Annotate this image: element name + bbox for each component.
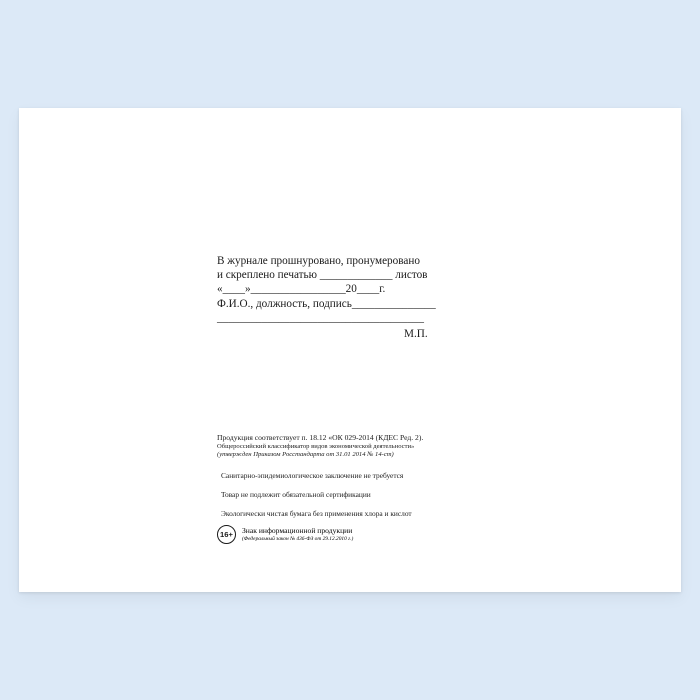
certification-block — [217, 254, 517, 325]
legal-line-2: Общероссийский классификатор видов экономической деятельности» — [217, 442, 415, 450]
age-mark-subtitle: (Федеральный закон № 436-ФЗ от 29.12.2010 г.) — [242, 535, 354, 542]
cert-line-1: В журнале прошнуровано, пронумеровано — [217, 255, 420, 267]
legal-line-1: Продукция соответствует п. 18.12 «ОК 029-2014 (КДЕС Ред. 2). — [217, 433, 424, 442]
cert-line-3: «____»_________________20____г. — [217, 283, 386, 296]
age-mark-title: Знак информационной продукции — [242, 526, 353, 536]
age-mark-row — [217, 525, 353, 544]
cert-line-2: и скреплено печатью _____________ листов — [217, 269, 428, 282]
seal-mark: М.П. — [404, 328, 428, 340]
cert-line-5: _____________________________________ — [217, 311, 424, 324]
document-page — [19, 108, 681, 592]
legal-statement-2: Товар не подлежит обязательной сертификации — [221, 489, 371, 499]
age-mark-text — [242, 526, 353, 542]
legal-line-3: (утвержден Приказом Росстандарта от 31.01 2014 № 14-ст) — [217, 451, 394, 459]
legal-statement-1: Санитарно-эпидемиологическое заключение не требуется — [221, 470, 404, 480]
age-rating-icon: 16+ — [217, 525, 236, 544]
cert-line-4: Ф.И.О., должность, подпись_______________ — [217, 297, 436, 310]
legal-block — [217, 433, 537, 519]
legal-statement-3: Экологически чистая бумага без применения хлора и кислот — [221, 508, 412, 518]
